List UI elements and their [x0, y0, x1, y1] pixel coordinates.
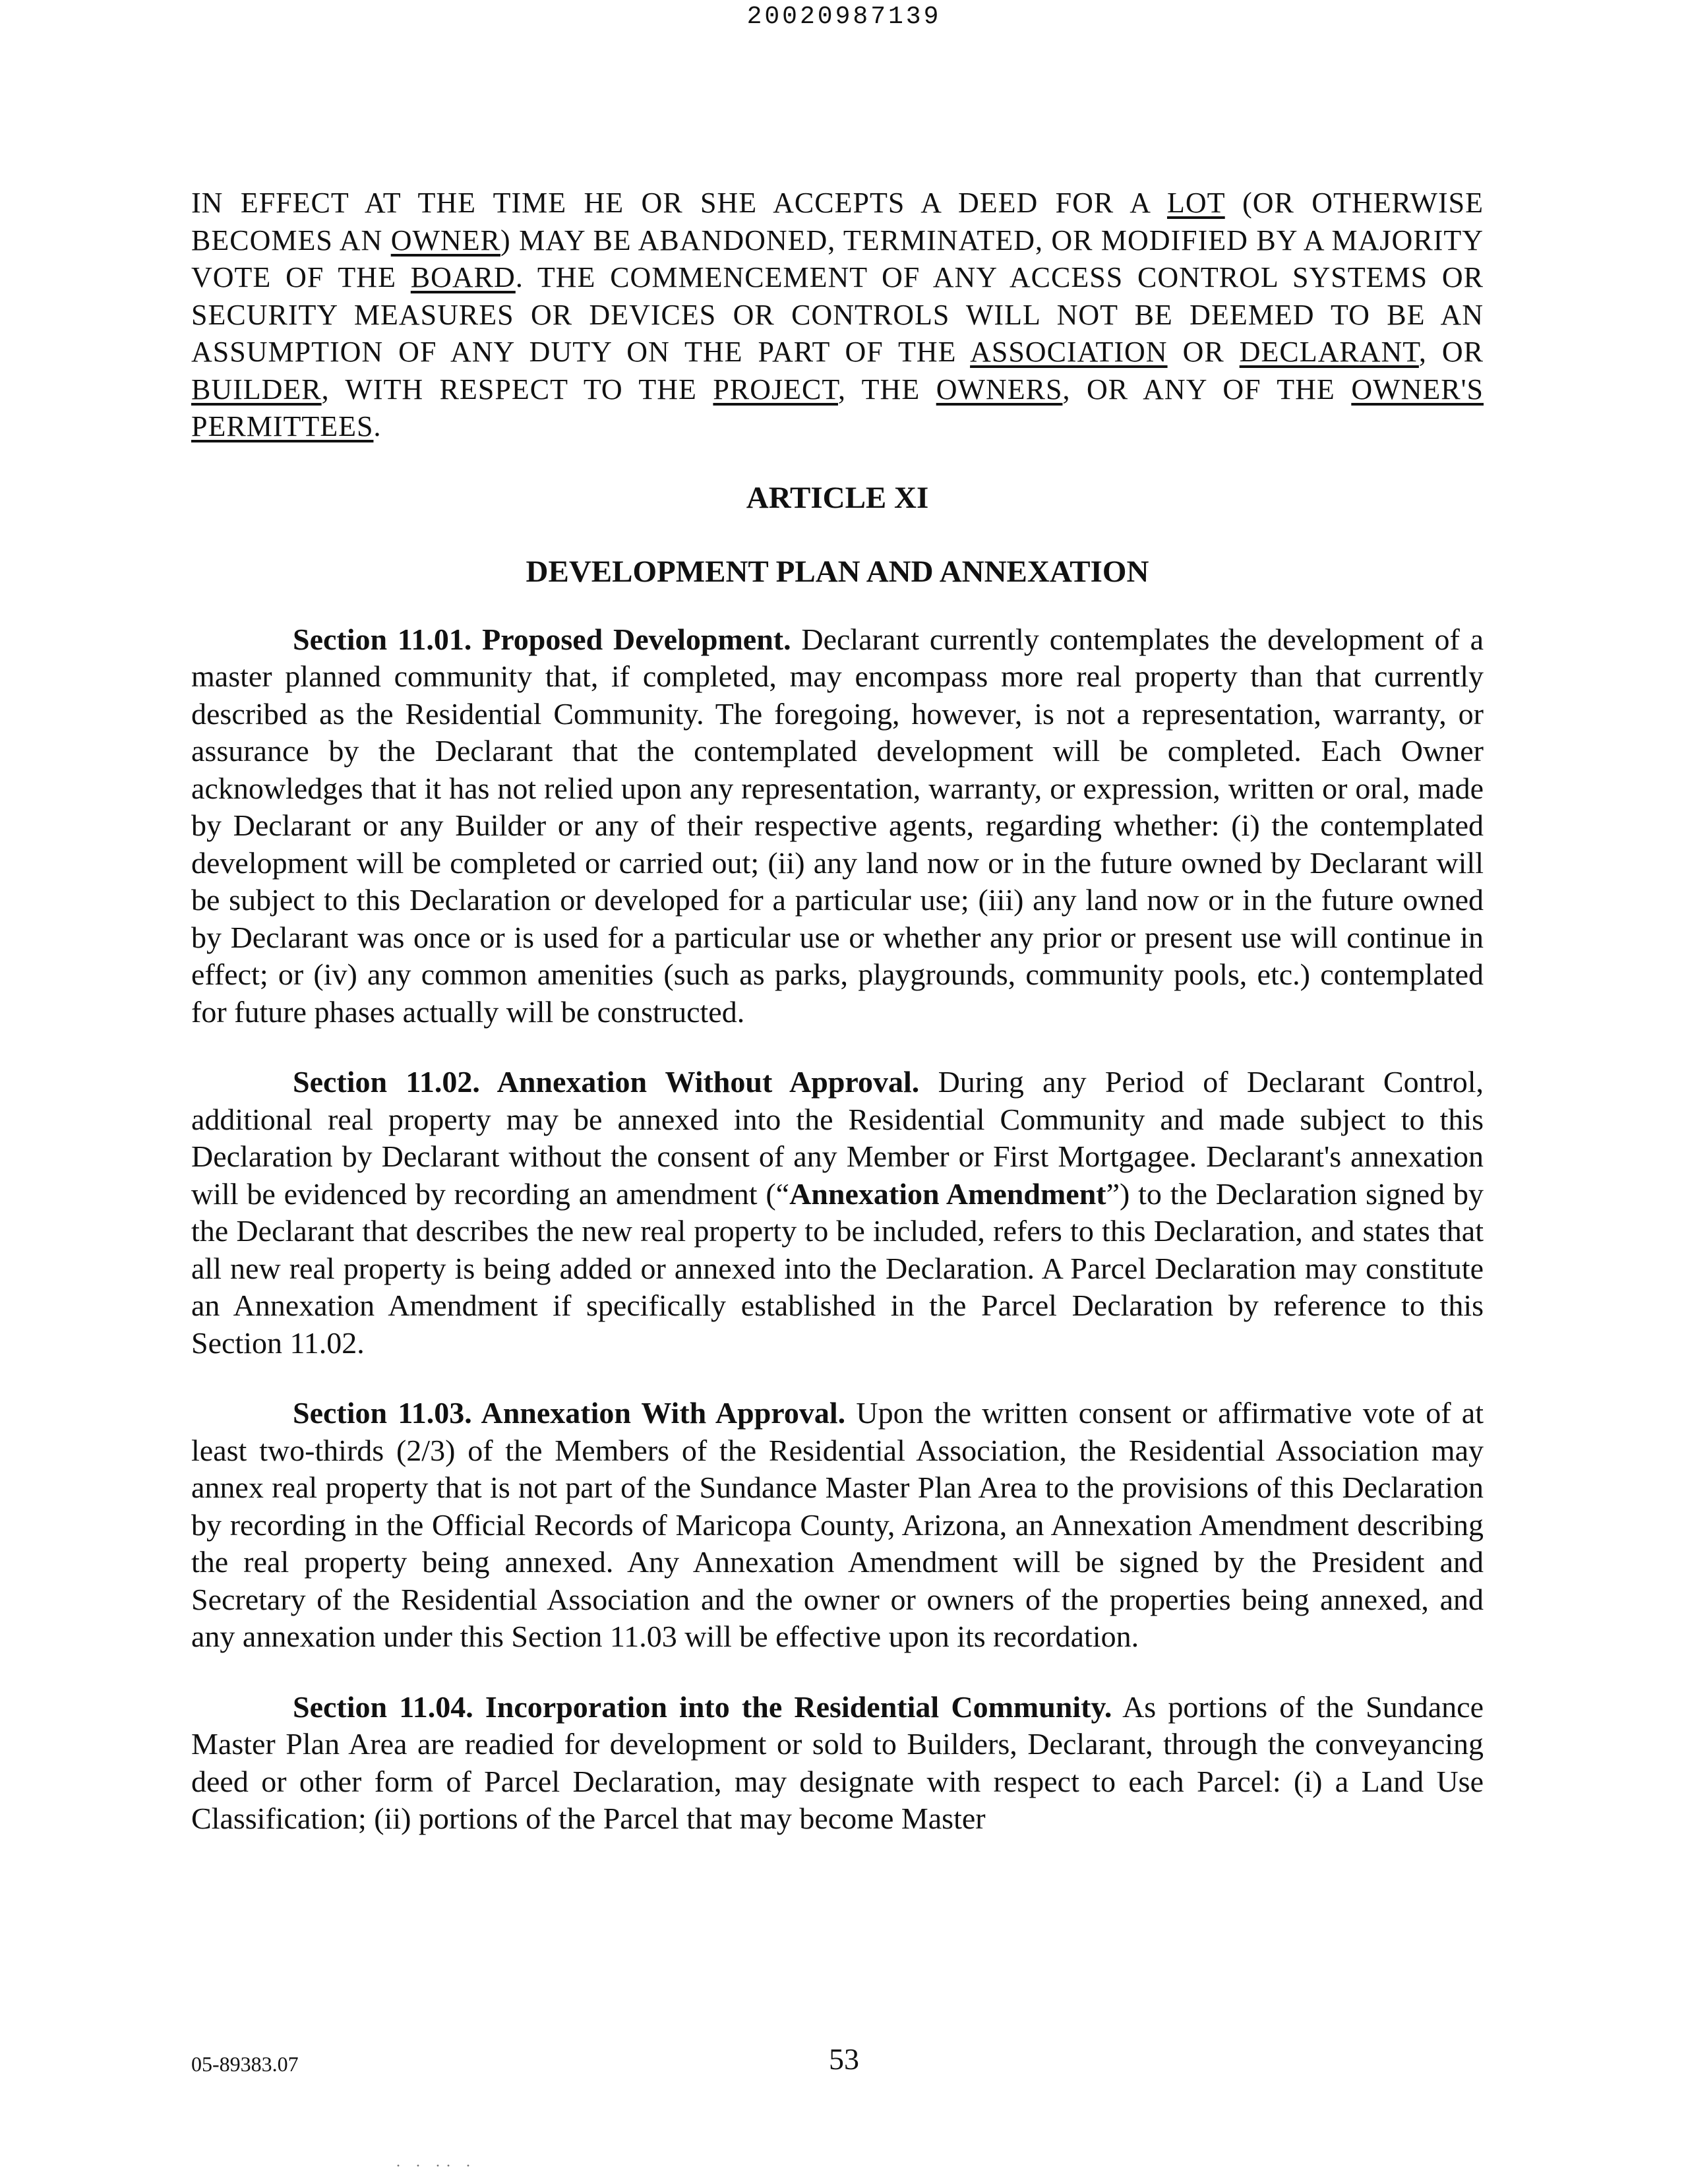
intro-text: ) MAY BE ABANDONED, TERMINATED, OR MODIFIED BY A MAJORITY VOTE OF THE	[191, 224, 1484, 293]
scan-specks: · · ·· ·	[396, 2158, 476, 2175]
section-heading: Section 11.04. Incorporation into the Residential Community.	[293, 1689, 1112, 1724]
defined-term-owner: OWNER	[390, 224, 501, 257]
intro-text: , OR ANY OF THE	[1062, 373, 1352, 406]
section-11-01	[191, 621, 1484, 1031]
page-number: 53	[829, 2042, 859, 2076]
intro-text: . THE COMMENCEMENT OF ANY ACCESS CONTROL SYSTEMS OR SECURITY MEASURES OR DEVICES OR CONTROLS WILL NOT BE DEEMED TO BE AN ASSUMPTION OF ANY DUTY ON THE PART OF THE	[191, 261, 1484, 368]
section-body: During any Period of Declarant Control, additional real property may be annexed into the Residential Community and made subject to this Declaration by Declarant without the consent of any Member or First Mortgagee. Declarant's annexation will be evidenced by recording an amendment (“	[191, 1065, 1484, 1211]
defined-term-declarant: DECLARANT	[1239, 336, 1419, 368]
page-body	[191, 185, 1484, 1838]
defined-term-board: BOARD	[410, 261, 516, 293]
defined-term-builder: BUILDER	[191, 373, 322, 406]
section-body: ”) to the Declaration signed by the Declarant that describes the new real property to be included, refers to this Declaration, and states that all new real property is being added or annexed into the Declaration. A Parcel Declaration may constitute an Annexation Amendment if specifically established in the Parcel Declaration by reference to this Section 11.02.	[191, 1176, 1484, 1360]
section-heading: Section 11.01. Proposed Development.	[293, 622, 791, 656]
document-number: 20020987139	[746, 3, 942, 31]
section-body: As portions of the Sundance Master Plan Area are readied for development or sold to Builders, Declarant, through the conveyancing deed or other form of Parcel Declaration, may designate with respect to each Parcel: (i) a Land Use Classification; (ii) portions of the Parcel that may become Master	[191, 1689, 1484, 1835]
defined-term-permittees: PERMITTEES	[191, 410, 374, 442]
defined-term-association: ASSOCIATION	[970, 336, 1168, 368]
defined-term-owners: OWNERS	[936, 373, 1063, 406]
section-11-04	[191, 1689, 1484, 1838]
defined-term-project: PROJECT	[713, 373, 838, 406]
article-title: DEVELOPMENT PLAN AND ANNEXATION	[526, 554, 1149, 589]
defined-term-lot: LOT	[1166, 187, 1225, 219]
intro-text: , WITH RESPECT TO THE	[321, 373, 713, 406]
intro-paragraph	[191, 185, 1484, 446]
article-number: ARTICLE XI	[746, 480, 929, 515]
intro-text: OR	[1167, 336, 1240, 368]
defined-term-annexation-amendment: Annexation Amendment	[789, 1176, 1106, 1211]
section-body: Declarant currently contemplates the development of a master planned community that, if completed, may encompass more real property than that currently described as the Residential Community. The foregoing, however, is not a representation, warranty, or assurance by the Declarant that the contemplated development will be completed. Each Owner acknowledges that it has not relied upon any representation, warranty, or expression, written or oral, made by Declarant or any Builder or any of their respective agents, regarding whether: (i) the contemplated development will be completed or carried out; (ii) any land now or in the future owned by Declarant will be subject to this Declaration or developed for a particular use; (iii) any land now or in the future owned by Declarant was once or is used for a particular use or whether any prior or present use will continue in effect; or (iv) any common amenities (such as parks, playgrounds, community pools, etc.) contemplated for future phases actually will be constructed.	[191, 622, 1484, 1029]
section-body: Upon the written consent or affirmative vote of at least two-thirds (2/3) of the Members of the Residential Association, the Residential Association may annex real property that is not part of the Sundance Master Plan Area to the provisions of this Declaration by recording in the Official Records of Maricopa County, Arizona, an Annexation Amendment describing the real property being annexed. Any Annexation Amendment will be signed by the President and Secretary of the Residential Association and the owner or owners of the properties being annexed, and any annexation under this Section 11.03 will be effective upon its recordation.	[191, 1396, 1484, 1653]
section-heading: Section 11.02. Annexation Without Approval.	[293, 1065, 920, 1099]
intro-text: IN EFFECT AT THE TIME HE OR SHE ACCEPTS A DEED FOR A	[191, 187, 1167, 219]
intro-text: , OR	[1418, 336, 1484, 368]
footer-document-code: 05-89383.07	[191, 2052, 299, 2076]
section-11-02	[191, 1064, 1484, 1362]
defined-term-owners-possessive: OWNER'S	[1351, 373, 1484, 406]
section-11-03	[191, 1395, 1484, 1656]
section-heading: Section 11.03. Annexation With Approval.	[293, 1396, 846, 1430]
intro-text: .	[373, 410, 382, 442]
intro-text: , THE	[837, 373, 936, 406]
intro-text: (OR OTHERWISE BECOMES AN	[191, 187, 1484, 257]
